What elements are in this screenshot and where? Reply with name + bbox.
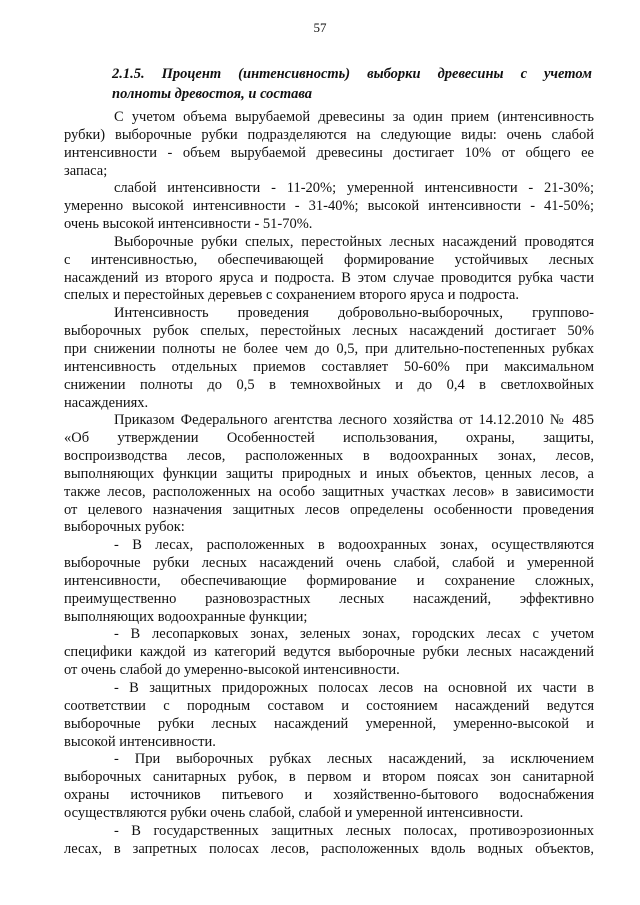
text-line: выборочных рубок спелых, перестойных лесных насаждений достигает 50% — [64, 323, 594, 340]
text-line: запаса; — [64, 162, 108, 179]
text-line: снижении полноты до 0,5 в темнохвойных и до 0,4 в светлохвойных — [64, 376, 594, 393]
text-line: Выборочные рубки спелых, перестойных лесных насаждений проводятся — [114, 233, 594, 250]
page-number: 57 — [313, 20, 327, 35]
text-line: лесах, в запретных полосах лесов, расположенных вдоль водных объектов, — [64, 840, 594, 857]
text-line: интенсивности, обеспечивающие формирование и сохранение сложных, — [64, 572, 594, 589]
text-line: Интенсивность проведения добровольно-выборочных, группово- — [114, 305, 594, 322]
text-line: выполняющих водоохранные функции; — [64, 608, 308, 625]
text-line: умеренно высокой интенсивности - 31-40%; высокой интенсивности - 41-50%; — [64, 198, 594, 215]
text-line: спелых и перестойных деревьев с сохранением второго яруса и подроста. — [64, 287, 519, 304]
text-line: выборочные рубки лесных насаждений умеренной, умеренно-высокой и — [64, 715, 594, 732]
section-title-line: полноты древостоя, и состава — [112, 86, 312, 102]
text-line: интенсивность отдельных приемов составляет 50-60% при максимальном — [64, 358, 594, 375]
text-line: выборочных санитарных рубок, в первом и втором поясах зон санитарной — [64, 769, 594, 786]
body-text — [64, 109, 594, 858]
text-line: высокой интенсивности. — [64, 733, 216, 750]
text-line: при снижении полноты не более чем до 0,5, при длительно-постепенных рубках — [64, 340, 594, 357]
text-line: «Об утверждении Особенностей использования, охраны, защиты, — [64, 430, 594, 447]
text-line: также лесов, расположенных на особо защитных участках лесов» в зависимости — [64, 483, 594, 500]
text-line: Приказом Федерального агентства лесного хозяйства от 14.12.2010 № 485 — [114, 412, 594, 429]
text-line: выборочных рубок: — [64, 519, 185, 536]
text-line: преимущественно разновозрастных лесных насаждений, эффективно — [64, 590, 594, 607]
text-line: насаждениях. — [64, 394, 149, 411]
text-line: интенсивности - объем вырубаемой древесины достигает 10% от общего ее — [64, 144, 594, 161]
text-line: охраны источников питьевого и хозяйственно-бытового водоснабжения — [64, 787, 594, 804]
text-line: выборочные рубки лесных насаждений очень слабой, слабой и умеренной — [64, 555, 594, 572]
text-line: очень высокой интенсивности - 51-70%. — [64, 216, 313, 233]
text-line: от целевого назначения защитных лесов определены особенности проведения — [64, 501, 594, 518]
text-line: - При выборочных рубках лесных насаждений, за исключением — [114, 751, 594, 768]
text-line: воспроизводства лесов, расположенных в водоохранных зонах, лесов, — [64, 448, 594, 465]
text-line: - В защитных придорожных полосах лесов на основной их части в — [114, 680, 594, 696]
text-line: с интенсивностью, обеспечивающей формирование устойчивых лесных — [64, 251, 594, 268]
text-line: выполняющих функции защиты природных и иных объектов, ценных лесов, а — [64, 465, 594, 482]
text-line: рубки) выборочные рубки подразделяются на следующие виды: очень слабой — [64, 126, 594, 143]
section-title-line: 2.1.5. Процент (интенсивность) выборки древесины с учетом — [112, 66, 592, 82]
text-line: соответствии с породным составом и состоянием насаждений ведутся — [64, 697, 594, 714]
text-line: слабой интенсивности - 11-20%; умеренной интенсивности - 21-30%; — [114, 180, 594, 197]
text-line: - В лесопарковых зонах, зеленых зонах, городских лесах с учетом — [114, 626, 594, 643]
text-line: - В государственных защитных лесных полосах, противоэрозионных — [114, 822, 594, 839]
text-line: специфики каждой из категорий ведутся выборочные рубки лесных насаждений — [64, 644, 594, 661]
text-line: осуществляются рубки очень слабой, слабой и умеренной интенсивности. — [64, 804, 524, 821]
text-line: насаждений из второго яруса и подроста. В этом случае проводится рубка части — [64, 269, 594, 286]
section-title — [112, 64, 592, 104]
text-line: - В лесах, расположенных в водоохранных зонах, осуществляются — [114, 537, 594, 554]
text-line: С учетом объема вырубаемой древесины за один прием (интенсивность — [114, 109, 594, 125]
text-line: от очень слабой до умеренно-высокой интенсивности. — [64, 662, 400, 679]
